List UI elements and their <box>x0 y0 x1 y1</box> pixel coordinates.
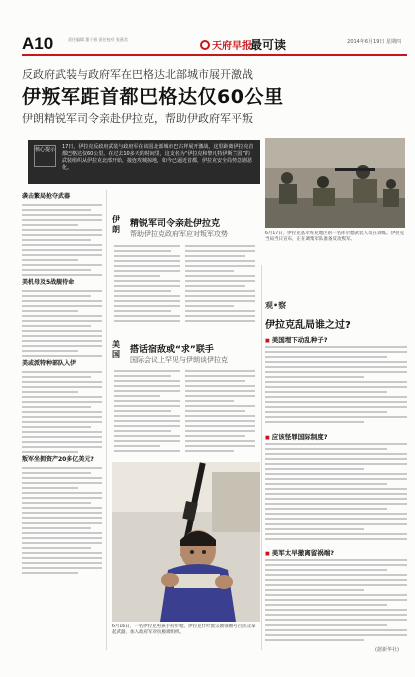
top-photo-caption: 6月17日，伊拉克基尔库克地区的一名库尔德武装人员在训练。伊拉克当局当日宣布，正在调集军队准备反攻叛军。 <box>265 231 405 242</box>
left-column <box>22 190 102 650</box>
lead-tag: 核心提示 <box>34 145 56 167</box>
author-credit: (据新华社) <box>375 647 399 653</box>
observation-keyword: 观•察 <box>265 301 287 310</box>
right-text-3 <box>265 559 407 645</box>
masthead <box>22 34 407 56</box>
iran-side-label: 伊朗 <box>112 215 120 234</box>
left-subhead-3: 美或派特种部队入伊 <box>22 360 77 367</box>
iran-text-col-1 <box>114 245 180 325</box>
column-divider <box>106 190 107 650</box>
right-subhead-1: ■ 美国埋下动乱种子? <box>265 335 328 344</box>
issue-date: 2014年6月19日 星期四 <box>347 39 401 45</box>
newspaper-logo: 天府早报 <box>200 37 252 52</box>
us-side-label: 美国 <box>112 340 120 359</box>
us-side-subhead: 国际会议上罕见与伊朗谈伊拉克 <box>130 356 228 364</box>
observation-headline: 伊拉克乱局谁之过? <box>265 320 351 331</box>
lead-box <box>28 140 260 184</box>
left-subhead-4: 叛军坐拥资产20多亿美元? <box>22 456 94 463</box>
soldiers-training-photo <box>265 138 405 228</box>
us-side-headline: 搭话宿敌或“求”联手 <box>130 345 214 355</box>
us-text-col-2 <box>185 370 255 455</box>
iran-side-subhead: 帮助伊拉克政府军应对叛军攻势 <box>130 230 228 238</box>
lead-text: 17日，伊拉克反政府武装与政府军在该国北部城市巴古拜展开激战，这里距离伊拉克首都巴格达仅60公里。在过去10多天的时间里，这支名为“伊拉克和黎凡特伊斯兰国”的武装组织从伊拉克北部开始，接连攻城掠地，如今已逼近首都，伊拉克安全局势急剧恶化。 <box>62 144 254 171</box>
bottom-photo-caption: 6月16日，一名伊拉克男孩手持步枪。伊拉克什叶派宗教领袖号召民众拿起武器，加入政府军对抗极端组织。 <box>112 624 256 635</box>
right-subhead-2: ■ 应该怪罪国际制度? <box>265 432 328 441</box>
right-subhead-3: ■ 美军太早撤离留祸端? <box>265 548 334 557</box>
editor-credits: 责任编辑 董子春 责任校对 张燕君 <box>68 37 128 42</box>
article-subhead: 伊朗精锐军司令亲赴伊拉克，帮助伊政府军平叛 <box>22 112 253 125</box>
section-title: 最可读 <box>250 38 287 52</box>
page-number: A10 <box>22 34 54 53</box>
article-headline: 伊叛军距首都巴格达仅60公里 <box>22 86 284 108</box>
article-kicker: 反政府武装与政府军在巴格达北部城市展开激战 <box>22 68 253 81</box>
iran-side-headline: 精锐军司令亲赴伊拉克 <box>130 219 221 229</box>
column-divider <box>261 265 262 650</box>
us-text-col-1 <box>114 370 180 455</box>
left-subhead-1: 袭击繁局抢夺武器 <box>22 193 71 200</box>
left-subhead-2: 美机母及5战舰待命 <box>22 279 75 286</box>
right-text-1 <box>265 346 407 428</box>
iran-text-col-2 <box>185 245 255 325</box>
logo-ring-icon <box>200 40 210 50</box>
right-text-2 <box>265 443 407 543</box>
boy-with-rifle-photo <box>112 462 260 622</box>
